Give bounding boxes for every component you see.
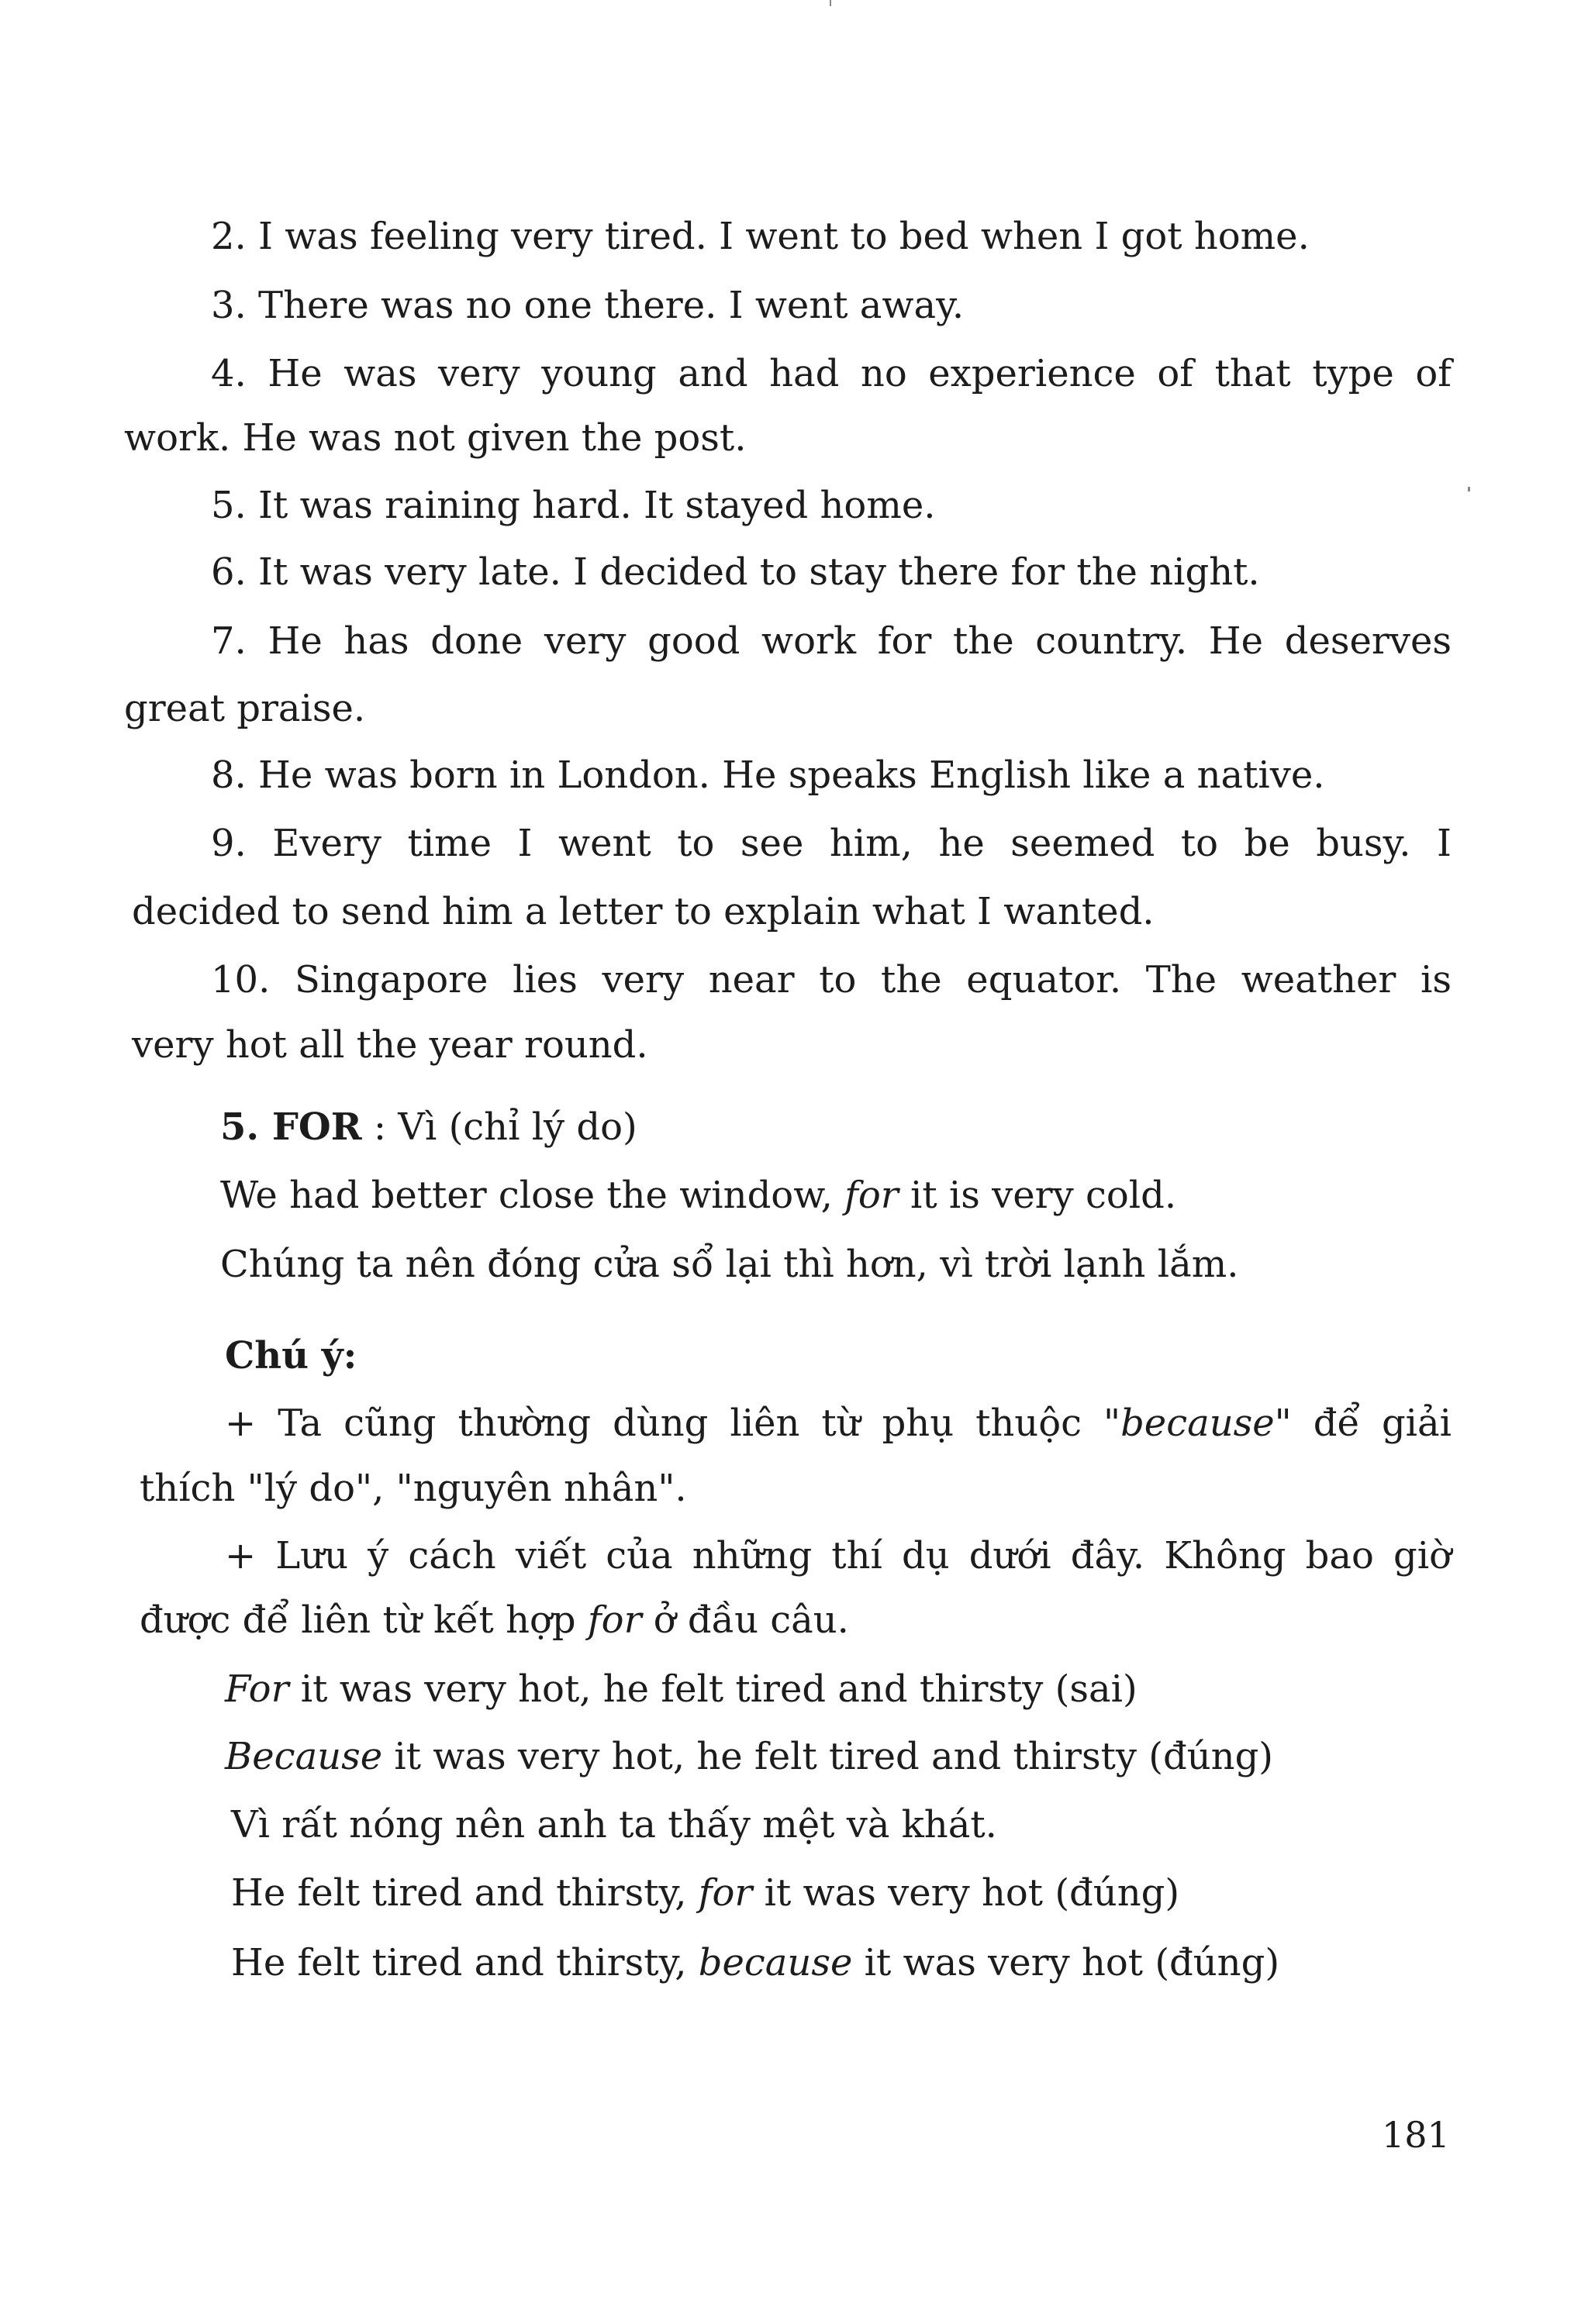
note-paragraph-1-line-2: thích "lý do", "nguyên nhân".	[140, 1467, 687, 1510]
keyword-because: because	[1120, 1402, 1275, 1445]
exercise-8: 8. He was born in London. He speaks English like a native.	[211, 753, 1325, 797]
note-example-5: He felt tired and thirsty, because it was very hot (đúng)	[231, 1941, 1280, 1984]
note-example-3: Vì rất nóng nên anh ta thấy mệt và khát.	[231, 1803, 997, 1846]
exercise-2: 2. I was feeling very tired. I went to bed when I got home.	[211, 215, 1310, 258]
keyword-for: for	[844, 1174, 899, 1217]
scan-dot	[1468, 487, 1470, 491]
exercise-3: 3. There was no one there. I went away.	[211, 284, 965, 327]
scan-mark	[830, 0, 831, 6]
exercise-9-line-1: 9. Every time I went to see him, he seemed to be busy. I	[211, 822, 1452, 865]
keyword-for: for	[587, 1598, 642, 1642]
note-example-4: He felt tired and thirsty, for it was very hot (đúng)	[231, 1871, 1180, 1915]
exercise-7-line-1: 7. He has done very good work for the country. He deserves	[211, 619, 1452, 663]
section-heading	[220, 1102, 637, 1152]
exercise-4-line-1: 4. He was very young and had no experience of that type of	[211, 352, 1452, 395]
note-example-2: Because it was very hot, he felt tired and thirsty (đúng)	[225, 1735, 1274, 1778]
note-paragraph-2-line-1: + Lưu ý cách viết của những thí dụ dưới đây. Không bao giờ	[225, 1534, 1452, 1577]
note-heading: Chú ý:	[225, 1334, 357, 1378]
exercise-7-line-2: great praise.	[124, 687, 366, 730]
exercise-4-line-2: work. He was not given the post.	[124, 416, 747, 460]
section-gloss: : Vì (chỉ lý do)	[361, 1105, 637, 1149]
note-example-1: For it was very hot, he felt tired and thirsty (sai)	[225, 1667, 1137, 1711]
note-paragraph-2-line-2: được để liên từ kết hợp for ở đầu câu.	[140, 1598, 849, 1642]
section-title: 5. FOR	[220, 1105, 362, 1149]
section-translation: Chúng ta nên đóng cửa sổ lại thì hơn, vì trời lạnh lắm.	[220, 1243, 1239, 1286]
exercise-10-line-1: 10. Singapore lies very near to the equator. The weather is	[211, 958, 1452, 1002]
exercise-6: 6. It was very late. I decided to stay there for the night.	[211, 550, 1260, 594]
exercise-9-line-2: decided to send him a letter to explain what I wanted.	[132, 890, 1155, 933]
exercise-10-line-2: very hot all the year round.	[132, 1023, 648, 1067]
page-number: 181	[1382, 2114, 1450, 2156]
section-example: We had better close the window, for it is very cold.	[220, 1174, 1177, 1217]
note-paragraph-1-line-1: + Ta cũng thường dùng liên từ phụ thuộc "because" để giải	[225, 1402, 1452, 1445]
exercise-5: 5. It was raining hard. It stayed home.	[211, 484, 936, 527]
